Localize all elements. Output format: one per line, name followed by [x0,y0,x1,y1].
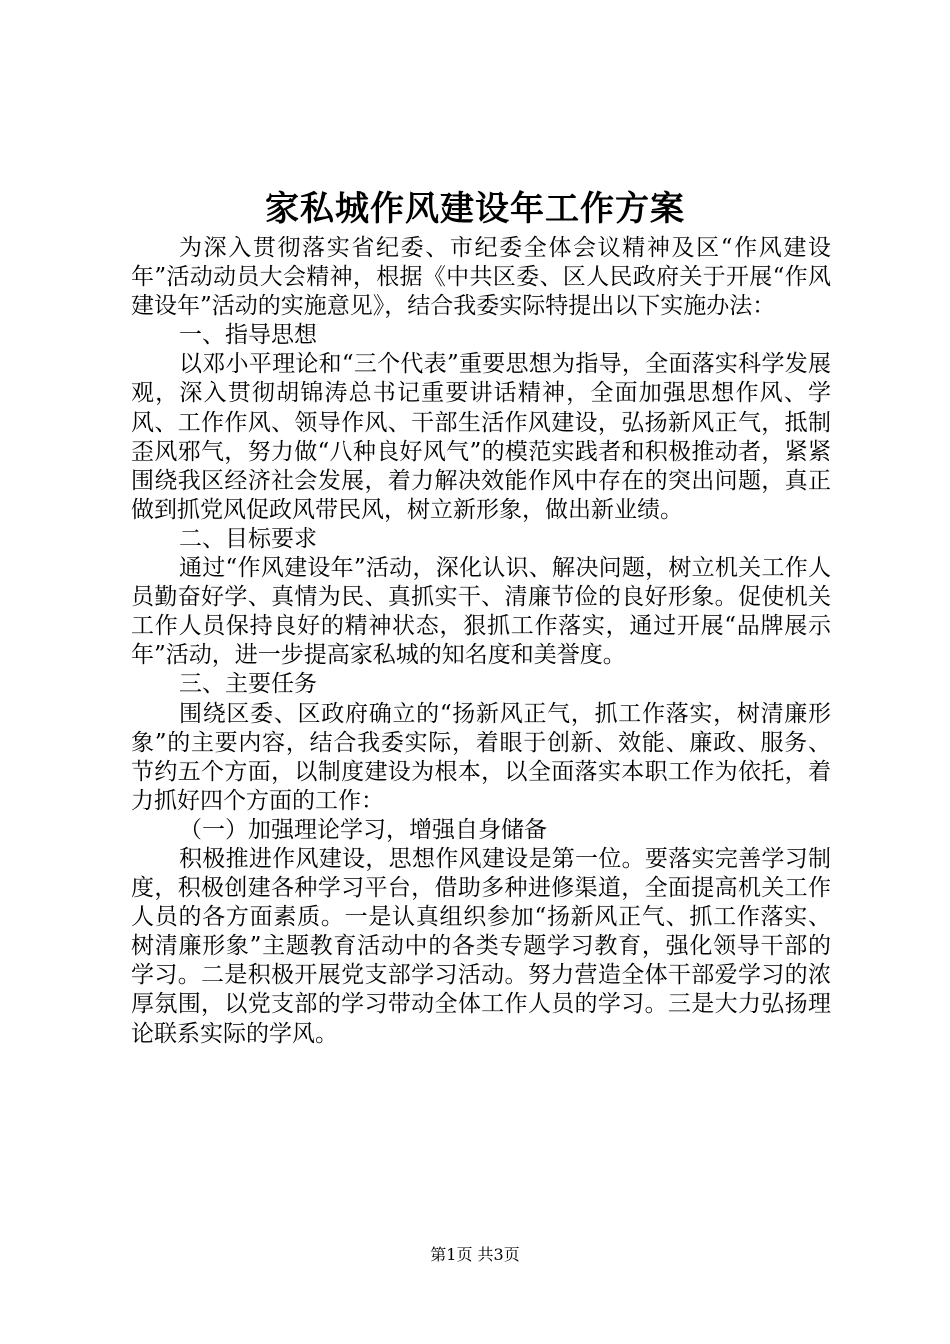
guiding-thought-paragraph: 以邓小平理论和“三个代表”重要思想为指导，全面落实科学发展观，深入贯彻胡锦涛总书记重要讲话精神，全面加强思想作风、学风、工作作风、领导作风、干部生活作风建设，弘扬新风正气，抵制歪风邪气，努力做“八种良好风气”的模范实践者和积极推动者，紧紧围绕我区经济社会发展，着力解决效能作风中存在的突出问题，真正做到抓党风促政风带民风，树立新形象，做出新业绩。 [131,351,831,523]
section-heading-main-tasks: 三、主要任务 [179,671,317,698]
section-heading-goals: 二、目标要求 [179,525,317,552]
document-title: 家私城作风建设年工作方案 [265,189,685,229]
goals-paragraph: 通过“作风建设年”活动，深化认识、解决问题，树立机关工作人员勤奋好学、真情为民、真抓实干、清廉节俭的良好形象。促使机关工作人员保持良好的精神状态，狠抓工作落实，通过开展“品牌展示年”活动，进一步提高家私城的知名度和美誉度。 [131,555,831,669]
page-number: 第1页 共3页 [430,1245,520,1264]
intro-paragraph: 为深入贯彻落实省纪委、市纪委全体会议精神及区“作风建设年”活动动员大会精神，根据《中共区委、区人民政府关于开展“作风建设年”活动的实施意见》，结合我委实际特提出以下实施办法： [131,235,831,320]
document-body [131,234,831,1049]
theory-study-paragraph: 积极推进作风建设，思想作风建设是第一位。要落实完善学习制度，积极创建各种学习平台，借助多种进修渠道，全面提高机关工作人员的各方面素质。一是认真组织参加“扬新风正气、抓工作落实、树清廉形象”主题教育活动中的各类专题学习教育，强化领导干部的学习。二是积极开展党支部学习活动。努力营造全体干部爱学习的浓厚氛围，以党支部的学习带动全体工作人员的学习。三是大力弘扬理论联系实际的学风。 [131,845,831,1047]
section-heading-guiding-thought: 一、指导思想 [179,322,317,349]
main-tasks-paragraph: 围绕区委、区政府确立的“扬新风正气，抓工作落实，树清廉形象”的主要内容，结合我委实际，着眼于创新、效能、廉政、服务、节约五个方面，以制度建设为根本，以全面落实本职工作为依托，着力抓好四个方面的工作： [131,700,831,814]
subsection-heading-theory-study: （一）加强理论学习，增强自身储备 [179,816,547,843]
